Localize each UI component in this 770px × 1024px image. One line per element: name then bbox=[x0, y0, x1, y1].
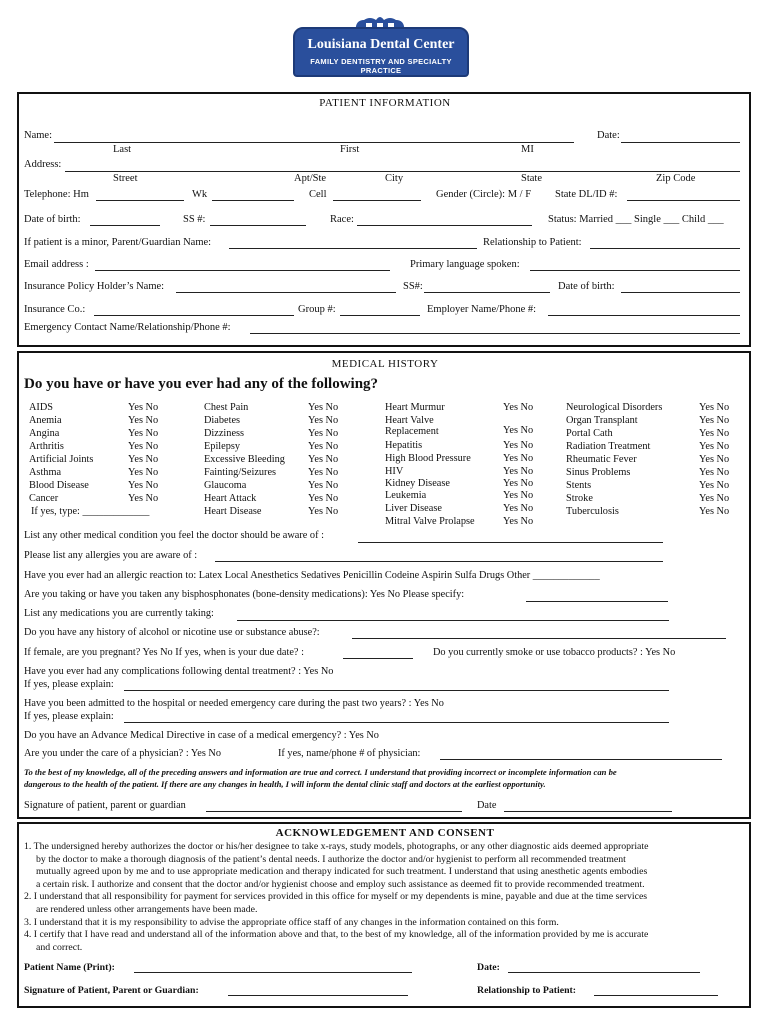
condition-col4-5: Sinus Problems bbox=[566, 467, 631, 478]
condition-col1-6: Blood Disease bbox=[29, 480, 89, 491]
condition-yes-no-col1-2[interactable]: Yes No bbox=[128, 428, 159, 439]
address-field[interactable] bbox=[65, 171, 740, 172]
medical-date-label: Date bbox=[477, 800, 497, 811]
condition-yes-no-col1-7[interactable]: Yes No bbox=[128, 493, 159, 504]
guardian-label: If patient is a minor, Parent/Guardian Name: bbox=[24, 237, 212, 248]
substance-field[interactable] bbox=[352, 638, 726, 639]
condition-yes-no-col3-2[interactable]: Yes No bbox=[503, 440, 534, 451]
condition-col2-7: Heart Attack bbox=[204, 493, 257, 504]
condition-yes-no-col2-3[interactable]: Yes No bbox=[308, 441, 339, 452]
state-id-field[interactable] bbox=[627, 200, 740, 201]
logo-badge bbox=[293, 27, 469, 77]
condition-yes-no-col2-2[interactable]: Yes No bbox=[308, 428, 339, 439]
condition-col2-4: Excessive Bleeding bbox=[204, 454, 285, 465]
condition-col3-8: Mitral Valve Prolapse bbox=[385, 516, 475, 527]
condition-col1-5: Asthma bbox=[29, 467, 62, 478]
condition-yes-no-col2-8[interactable]: Yes No bbox=[308, 506, 339, 517]
telephone-home-field[interactable] bbox=[96, 200, 184, 201]
condition-yes-no-col4-0[interactable]: Yes No bbox=[699, 402, 730, 413]
consent-line-2: mutually agreed upon by me and to use appropriate medication and therapy indicated for such treatment. I understand that using anesthetic agents embodies bbox=[36, 866, 648, 878]
condition-col2-0: Chest Pain bbox=[204, 402, 249, 413]
consent-line-5: are rendered unless other arrangements have been made. bbox=[36, 904, 258, 915]
condition-col3-1: Heart Valve Replacement bbox=[385, 415, 439, 437]
telephone-work-label: Wk bbox=[192, 189, 208, 200]
condition-col4-1: Organ Transplant bbox=[566, 415, 638, 426]
consent-line-0: 1. The undersigned hereby authorizes the doctor or his/her designee to take x-rays, study models, photographs, or any other diagnostic aids deemed appropriate bbox=[24, 841, 649, 852]
city-caption: City bbox=[385, 173, 404, 184]
condition-yes-no-col4-8[interactable]: Yes No bbox=[699, 506, 730, 517]
consent-line-1: by the doctor to make a thorough diagnosis of the patient’s dental needs. I authorize the doctor and/or hygienist to perform all recommended treatment bbox=[36, 853, 626, 865]
condition-yes-no-col1-5[interactable]: Yes No bbox=[128, 467, 159, 478]
physician-info-field[interactable] bbox=[440, 759, 722, 760]
consent-date-field[interactable] bbox=[508, 972, 700, 973]
condition-yes-no-col4-1[interactable]: Yes No bbox=[699, 415, 730, 426]
condition-col1-7: Cancer bbox=[29, 493, 59, 504]
condition-yes-no-col3-6[interactable]: Yes No bbox=[503, 490, 534, 501]
condition-yes-no-col3-0[interactable]: Yes No bbox=[503, 402, 534, 413]
condition-col4-6: Stents bbox=[566, 480, 592, 491]
apt-caption: Apt/Ste bbox=[294, 173, 327, 184]
relationship-label: Relationship to Patient: bbox=[483, 237, 582, 248]
employer-label: Employer Name/Phone #: bbox=[427, 304, 537, 315]
condition-yes-no-col1-6[interactable]: Yes No bbox=[128, 480, 159, 491]
mi-caption: MI bbox=[521, 144, 534, 155]
condition-yes-no-col4-5[interactable]: Yes No bbox=[699, 467, 730, 478]
other-conditions-field[interactable] bbox=[358, 542, 663, 543]
logo-subtitle: FAMILY DENTISTRY AND SPECIALTY PRACTICE bbox=[310, 57, 452, 75]
condition-yes-no-col1-0[interactable]: Yes No bbox=[128, 402, 159, 413]
disclaimer-line-2: dangerous to the health of the patient. If there are any changes in health, I will inform the dental clinic staff and doctors at the earliest opportunity. bbox=[24, 779, 546, 789]
email-field[interactable] bbox=[95, 270, 390, 271]
condition-yes-no-col3-7[interactable]: Yes No bbox=[503, 503, 534, 514]
condition-yes-no-col2-6[interactable]: Yes No bbox=[308, 480, 339, 491]
condition-col3-3: High Blood Pressure bbox=[385, 453, 471, 464]
condition-yes-no-col2-4[interactable]: Yes No bbox=[308, 454, 339, 465]
condition-yes-no-col1-4[interactable]: Yes No bbox=[128, 454, 159, 465]
condition-yes-no-col2-0[interactable]: Yes No bbox=[308, 402, 339, 413]
tobacco-question[interactable]: Do you currently smoke or use tobacco products? : Yes No bbox=[433, 647, 676, 658]
condition-col4-8: Tuberculosis bbox=[566, 506, 619, 517]
zip-caption: Zip Code bbox=[656, 173, 696, 184]
condition-col1-3: Arthritis bbox=[29, 441, 64, 452]
insurance-company-field[interactable] bbox=[94, 315, 294, 316]
emergency-contact-label: Emergency Contact Name/Relationship/Phone #: bbox=[24, 322, 231, 333]
allergic-reaction-question[interactable]: Have you ever had an allergic reaction to: Latex Local Anesthetics Sedatives Penicillin Codeine Aspirin Sulfa Drugs Other _____________ bbox=[24, 570, 600, 581]
condition-yes-no-col4-6[interactable]: Yes No bbox=[699, 480, 730, 491]
hospital-question[interactable]: Have you been admitted to the hospital or needed emergency care during the past two years? : Yes No bbox=[24, 698, 444, 709]
bisphosphonates-question[interactable]: Are you taking or have you taken any bisphosphonates (bone-density medications): Yes No Please specify: bbox=[24, 589, 465, 600]
consent-relationship-label: Relationship to Patient: bbox=[477, 985, 577, 996]
hospital-explain-label: If yes, please explain: bbox=[24, 711, 114, 722]
group-field[interactable] bbox=[340, 315, 420, 316]
telephone-home-label: Telephone: Hm bbox=[24, 189, 89, 200]
ssn-label: SS #: bbox=[183, 214, 206, 225]
consent-line-7: 4. I certify that I have read and understand all of the information above and that, to the best of my knowledge, all of the information provided by me is accurate bbox=[24, 929, 649, 941]
consent-line-6: 3. I understand that it is my responsibility to advise the appropriate office staff of any changes in the information contained on this form. bbox=[24, 916, 559, 928]
condition-yes-no-col1-1[interactable]: Yes No bbox=[128, 415, 159, 426]
condition-yes-no-col3-4[interactable]: Yes No bbox=[503, 466, 534, 477]
condition-yes-no-col2-7[interactable]: Yes No bbox=[308, 493, 339, 504]
policy-holder-label: Insurance Policy Holder’s Name: bbox=[24, 281, 165, 292]
race-field[interactable] bbox=[357, 225, 532, 226]
substance-question: Do you have any history of alcohol or nicotine use or substance abuse?: bbox=[24, 627, 320, 638]
condition-col4-0: Neurological Disorders bbox=[566, 402, 663, 413]
address-label: Address: bbox=[24, 159, 62, 170]
allergies-field[interactable] bbox=[215, 561, 663, 562]
policy-dob-field[interactable] bbox=[621, 292, 740, 293]
condition-col1-4: Artificial Joints bbox=[29, 454, 94, 465]
consent-signature-label: Signature of Patient, Parent or Guardian: bbox=[24, 985, 199, 996]
condition-yes-no-col2-5[interactable]: Yes No bbox=[308, 467, 339, 478]
condition-col3-4: HIV bbox=[385, 466, 404, 477]
street-caption: Street bbox=[113, 173, 138, 184]
group-label: Group #: bbox=[298, 304, 336, 315]
condition-col3-6: Leukemia bbox=[385, 490, 427, 501]
complications-question[interactable]: Have you ever had any complications following dental treatment? : Yes No bbox=[24, 666, 334, 677]
logo-name: Louisiana Dental Center bbox=[307, 37, 455, 52]
policy-holder-field[interactable] bbox=[176, 292, 396, 293]
pregnancy-question[interactable]: If female, are you pregnant? Yes No If yes, when is your due date? : bbox=[24, 647, 304, 658]
condition-col1-1: Anemia bbox=[29, 415, 62, 426]
language-label: Primary language spoken: bbox=[410, 259, 520, 270]
medical-history-title: MEDICAL HISTORY bbox=[331, 358, 439, 370]
dob-label: Date of birth: bbox=[24, 214, 81, 225]
condition-col1-0: AIDS bbox=[29, 402, 54, 413]
gender-label: Gender (Circle): M / F bbox=[436, 189, 532, 200]
consent-relationship-field[interactable] bbox=[594, 995, 718, 996]
disclaimer-line-1: To the best of my knowledge, all of the preceding answers and information are true and correct. I understand that providing incorrect or incomplete information can be bbox=[24, 767, 617, 777]
complications-explain-field[interactable] bbox=[124, 690, 669, 691]
complications-explain-label: If yes, please explain: bbox=[24, 679, 114, 690]
condition-yes-no-col4-2[interactable]: Yes No bbox=[699, 428, 730, 439]
telephone-work-field[interactable] bbox=[212, 200, 294, 201]
condition-col2-3: Epilepsy bbox=[204, 441, 241, 452]
guardian-field[interactable] bbox=[229, 248, 477, 249]
policy-dob-label: Date of birth: bbox=[558, 281, 615, 292]
cell-field[interactable] bbox=[333, 200, 421, 201]
consent-line-3: a certain risk. I authorize and consent that the doctor and/or hygienist choose and employ such assistance as deemed fit to provide recommended treatment. bbox=[36, 878, 645, 890]
relationship-field[interactable] bbox=[590, 248, 740, 249]
condition-yes-no-col3-8[interactable]: Yes No bbox=[503, 516, 534, 527]
medical-date-field[interactable] bbox=[504, 811, 672, 812]
condition-col3-0: Heart Murmur bbox=[385, 402, 445, 413]
name-label: Name: bbox=[24, 130, 52, 141]
last-caption: Last bbox=[113, 144, 132, 155]
consent-date-label: Date: bbox=[477, 962, 500, 973]
medical-signature-field[interactable] bbox=[206, 811, 462, 812]
medical-question: Do you have or have you ever had any of the following? bbox=[24, 376, 379, 392]
ssn-field[interactable] bbox=[210, 225, 306, 226]
condition-col3-5: Kidney Disease bbox=[385, 478, 450, 489]
cancer-type-field[interactable]: If yes, type: _____________ bbox=[31, 506, 150, 517]
physician-question[interactable]: Are you under the care of a physician? : Yes No bbox=[24, 748, 222, 759]
race-label: Race: bbox=[330, 214, 354, 225]
dob-field[interactable] bbox=[90, 225, 160, 226]
condition-yes-no-col2-1[interactable]: Yes No bbox=[308, 415, 339, 426]
consent-line-8: and correct. bbox=[36, 941, 83, 953]
date-label: Date: bbox=[597, 130, 620, 141]
condition-col4-3: Radiation Treatment bbox=[566, 441, 651, 452]
condition-col2-1: Diabetes bbox=[204, 415, 241, 426]
due-date-field[interactable] bbox=[343, 658, 413, 659]
consent-line-4: 2. I understand that all responsibility for payment for services provided in this office for myself or my dependents is mine, payable and due at the time services bbox=[24, 891, 648, 903]
condition-yes-no-col3-5[interactable]: Yes No bbox=[503, 478, 534, 489]
date-field[interactable] bbox=[621, 142, 740, 143]
condition-yes-no-col4-7[interactable]: Yes No bbox=[699, 493, 730, 504]
allergies-question: Please list any allergies you are aware of : bbox=[24, 550, 198, 561]
state-id-label: State DL/ID #: bbox=[555, 189, 618, 200]
insurance-company-label: Insurance Co.: bbox=[24, 304, 86, 315]
condition-yes-no-col3-3[interactable]: Yes No bbox=[503, 453, 534, 464]
print-name-field[interactable] bbox=[134, 972, 412, 973]
condition-col2-6: Glaucoma bbox=[204, 480, 247, 491]
bisphosphonates-field[interactable] bbox=[526, 601, 668, 602]
condition-col4-4: Rheumatic Fever bbox=[566, 454, 637, 465]
condition-col3-7: Liver Disease bbox=[385, 503, 442, 514]
condition-yes-no-col4-3[interactable]: Yes No bbox=[699, 441, 730, 452]
physician-info-label: If yes, name/phone # of physician: bbox=[278, 748, 421, 759]
other-conditions-question: List any other medical condition you feel the doctor should be aware of : bbox=[24, 530, 324, 541]
first-caption: First bbox=[340, 144, 360, 155]
condition-col2-2: Dizziness bbox=[204, 428, 245, 439]
condition-col3-2: Hepatitis bbox=[385, 440, 423, 451]
condition-col1-2: Angina bbox=[29, 428, 60, 439]
language-field[interactable] bbox=[530, 270, 740, 271]
state-caption: State bbox=[521, 173, 542, 184]
policy-ssn-field[interactable] bbox=[424, 292, 550, 293]
print-name-label: Patient Name (Print): bbox=[24, 962, 115, 973]
marital-status[interactable]: Status: Married ___ Single ___ Child ___ bbox=[548, 214, 724, 225]
directive-question[interactable]: Do you have an Advance Medical Directive in case of a medical emergency? : Yes No bbox=[24, 730, 379, 741]
policy-ssn-label: SS#: bbox=[403, 281, 423, 292]
condition-col4-7: Stroke bbox=[566, 493, 593, 504]
condition-col2-8: Heart Disease bbox=[204, 506, 262, 517]
condition-col4-2: Portal Cath bbox=[566, 428, 613, 439]
patient-information-title: PATIENT INFORMATION bbox=[319, 97, 451, 109]
condition-col2-5: Fainting/Seizures bbox=[204, 467, 277, 478]
medications-field[interactable] bbox=[237, 620, 669, 621]
condition-yes-no-col4-4[interactable]: Yes No bbox=[699, 454, 730, 465]
consent-signature-field[interactable] bbox=[228, 995, 408, 996]
consent-title: ACKNOWLEDGEMENT AND CONSENT bbox=[275, 827, 495, 839]
emergency-contact-field[interactable] bbox=[250, 333, 740, 334]
cell-label: Cell bbox=[309, 189, 327, 200]
condition-yes-no-col1-3[interactable]: Yes No bbox=[128, 441, 159, 452]
medications-question: List any medications you are currently taking: bbox=[24, 608, 214, 619]
hospital-explain-field[interactable] bbox=[124, 722, 669, 723]
condition-yes-no-col3-1[interactable]: Yes No bbox=[503, 425, 534, 436]
email-label: Email address : bbox=[24, 259, 89, 270]
employer-field[interactable] bbox=[548, 315, 740, 316]
name-field[interactable] bbox=[54, 142, 574, 143]
medical-signature-label: Signature of patient, parent or guardian bbox=[24, 800, 186, 811]
